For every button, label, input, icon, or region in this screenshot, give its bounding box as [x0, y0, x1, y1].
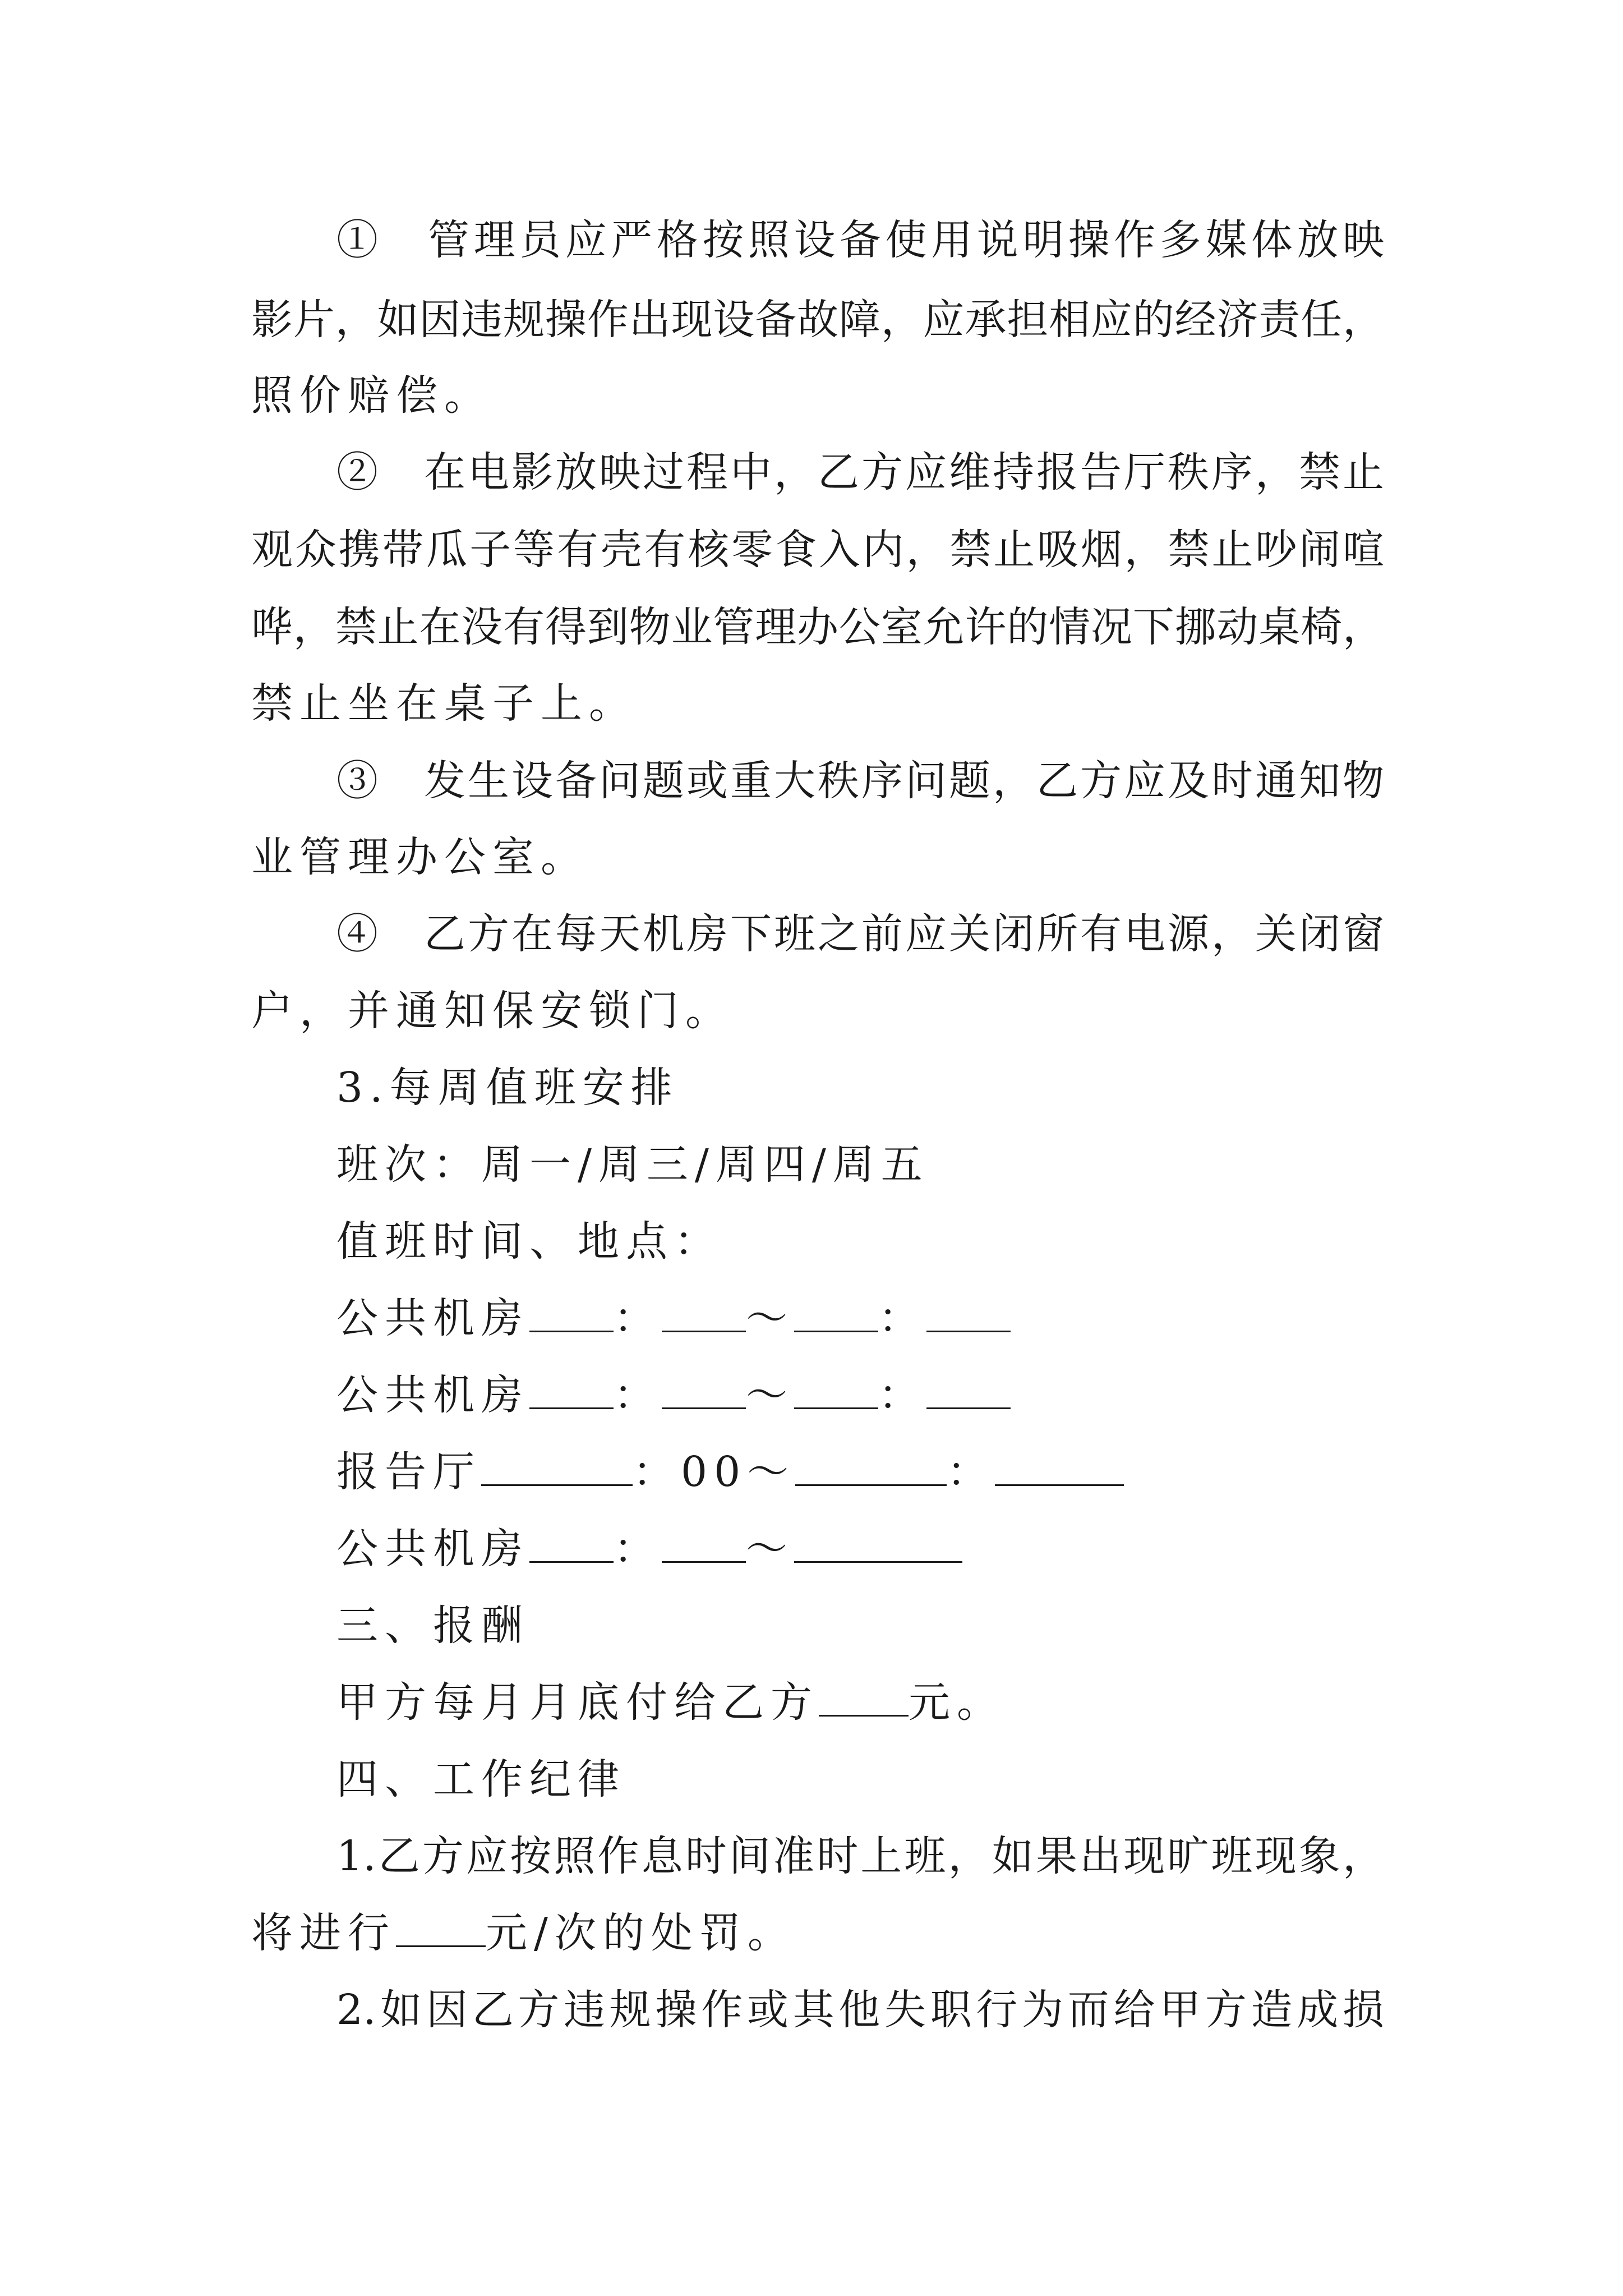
fill-blank[interactable]: [481, 1445, 633, 1486]
fill-blank[interactable]: [819, 1676, 909, 1717]
schedule-row-tilde: ～: [746, 1294, 794, 1342]
item-3-line-2: 业管理办公室。: [251, 833, 589, 881]
pay-text-after: 元。: [909, 1678, 1005, 1727]
shift-line: 班次：周一/周三/周四/周五: [336, 1140, 929, 1189]
schedule-row-4: [336, 1521, 1384, 1577]
item-2-line-3: 哗，禁止在没有得到物业管理办公室允许的情况下挪动桌椅，: [251, 603, 1384, 651]
discipline-item-1-line-1: 1.乙方应按照作息时间准时上班，如果出现旷班现象，: [336, 1832, 1384, 1880]
discipline-item-1-line-2: [251, 1905, 1384, 1961]
fill-blank[interactable]: [662, 1291, 746, 1332]
schedule-row-sep: ：: [614, 1525, 662, 1573]
fill-blank[interactable]: [529, 1522, 614, 1563]
schedule-row-sep: ：: [614, 1294, 662, 1342]
fill-blank[interactable]: [995, 1445, 1124, 1486]
item-2-line-1: ② 在电影放映过程中，乙方应维持报告厅秩序，禁止: [336, 448, 1384, 496]
schedule-row-3: [336, 1444, 1384, 1500]
schedule-row-sep: ：00～: [633, 1448, 796, 1496]
fill-blank[interactable]: [662, 1522, 746, 1563]
pay-line: [336, 1674, 1384, 1731]
item-1-line-3: 照价赔偿。: [251, 371, 492, 420]
item-2-line-4: 禁止坐在桌子上。: [251, 679, 637, 728]
time-place-line: 值班时间、地点：: [336, 1217, 722, 1266]
fill-blank[interactable]: [529, 1368, 614, 1409]
schedule-row-place: 公共机房: [336, 1525, 529, 1573]
schedule-row-2: [336, 1367, 1384, 1423]
pay-text-before: 甲方每月月底付给乙方: [336, 1678, 819, 1727]
fill-blank[interactable]: [794, 1522, 962, 1563]
schedule-row-sep: ：: [878, 1371, 926, 1419]
schedule-row-1: [336, 1290, 1384, 1346]
schedule-heading: 3.每周值班安排: [336, 1064, 679, 1112]
schedule-row-sep: ：: [947, 1448, 995, 1496]
item-4-line-1: ④ 乙方在每天机房下班之前应关闭所有电源，关闭窗: [336, 910, 1384, 958]
schedule-row-place: 公共机房: [336, 1371, 529, 1419]
fill-blank[interactable]: [926, 1291, 1011, 1332]
item-1-line-1: ① 管理员应严格按照设备使用说明操作多媒体放映: [336, 216, 1384, 264]
schedule-row-tilde: ～: [746, 1525, 794, 1573]
fill-blank[interactable]: [794, 1368, 878, 1409]
fill-blank[interactable]: [396, 1906, 486, 1947]
item-2-line-2: 观众携带瓜子等有壳有核零食入内，禁止吸烟，禁止吵闹喧: [251, 526, 1384, 574]
fill-blank[interactable]: [662, 1368, 746, 1409]
discipline-item-2-line-1: 2.如因乙方违规操作或其他失职行为而给甲方造成损: [336, 1986, 1384, 2034]
fill-blank[interactable]: [795, 1445, 947, 1486]
pay-heading: 三、报酬: [336, 1602, 529, 1650]
discipline-heading: 四、工作纪律: [336, 1755, 626, 1803]
item-4-line-2: 户，并通知保安锁门。: [251, 987, 734, 1035]
schedule-row-place: 报告厅: [336, 1448, 481, 1496]
schedule-row-tilde: ～: [746, 1371, 794, 1419]
schedule-row-sep: ：: [878, 1294, 926, 1342]
item-3-line-1: ③ 发生设备问题或重大秩序问题，乙方应及时通知物: [336, 757, 1384, 805]
schedule-row-place: 公共机房: [336, 1294, 529, 1342]
fill-blank[interactable]: [794, 1291, 878, 1332]
discipline-text-after: 元/次的处罚。: [486, 1909, 796, 1957]
fill-blank[interactable]: [529, 1291, 614, 1332]
fill-blank[interactable]: [926, 1368, 1011, 1409]
discipline-text-before: 将进行: [251, 1909, 396, 1957]
schedule-row-sep: ：: [614, 1371, 662, 1419]
item-1-line-2: 影片，如因违规操作出现设备故障，应承担相应的经济责任，: [251, 296, 1384, 344]
